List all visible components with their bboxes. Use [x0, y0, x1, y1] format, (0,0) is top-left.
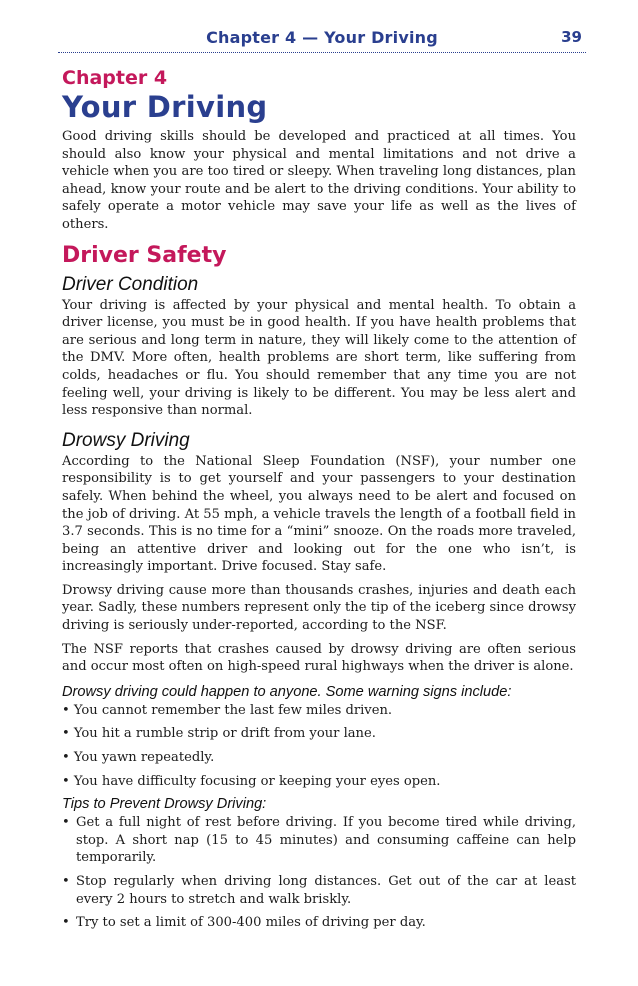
- list-item-text: You yawn repeatedly.: [73, 750, 215, 766]
- chapter-label: Chapter 4: [62, 67, 168, 89]
- bullet: •: [62, 815, 70, 831]
- tips-lead: Tips to Prevent Drowsy Driving:: [62, 796, 267, 813]
- page-number: 39: [561, 28, 582, 46]
- list-item: [62, 814, 576, 867]
- chapter-title: Your Driving: [62, 90, 268, 124]
- list-item-text: Get a full night of rest before driving. If you become tired while driving, stop. A short nap (15 to 45 minutes) and consuming caffeine can help temporarily.: [76, 815, 576, 866]
- dotted-divider: [58, 52, 586, 53]
- page-content: [62, 64, 576, 938]
- drowsy-paragraph: Drowsy driving cause more than thousands crashes, injuries and death each year. Sadly, these numbers represent only the tip of the iceberg since drowsy driving is seriously under-reported, according to the NSF.: [62, 582, 576, 634]
- driver-condition-text: Your driving is affected by your physical and mental health. To obtain a driver license, you must be in good health. If you have health problems that are serious and long term in nature, they will likely come to the attention of the DMV. More often, health problems are short term, like suffering from colds, headaches or flu. You should remember that any time you are not feeling well, your driving is likely to be different. You may be less alert and less responsive than normal.: [62, 297, 576, 419]
- section-title-driver-safety: Driver Safety: [62, 242, 227, 268]
- list-item: [62, 725, 576, 743]
- running-title: Chapter 4 — Your Driving: [206, 28, 438, 47]
- list-item: [62, 914, 576, 932]
- chapter-intro: Good driving skills should be developed and practiced at all times. You should also know your physical and mental limitations and not drive a vehicle when you are too tired or sleepy. When traveling long distances, plan ahead, know your route and be alert to the driving conditions. Your ability to safely operate a motor vehicle may save your life as well as the lives of others.: [62, 129, 576, 232]
- list-item: [62, 773, 576, 791]
- bullet: •: [62, 874, 70, 889]
- bullet: •: [62, 915, 70, 931]
- bullet: •: [62, 726, 70, 742]
- list-item-text: Try to set a limit of 300-400 miles of driving per day.: [76, 915, 426, 931]
- bullet: •: [62, 702, 70, 718]
- warning-signs-lead: Drowsy driving could happen to anyone. Some warning signs include:: [62, 683, 512, 700]
- list-item: [62, 873, 576, 908]
- list-item: [62, 749, 576, 767]
- bullet: •: [62, 773, 70, 789]
- running-header: [62, 28, 582, 50]
- subsection-title-drowsy-driving: Drowsy Driving: [62, 429, 190, 451]
- drowsy-paragraph: The NSF reports that crashes caused by drowsy driving are often serious and occur most often on high-speed rural highways when the driver is alone.: [62, 641, 576, 675]
- list-item-text: You hit a rumble strip or drift from your lane.: [73, 726, 376, 742]
- list-item: [62, 702, 576, 720]
- list-item-text: You cannot remember the last few miles driven.: [73, 702, 393, 718]
- warning-signs-list: [62, 702, 576, 790]
- subsection-title-driver-condition: Driver Condition: [62, 273, 199, 295]
- bullet: •: [62, 750, 70, 766]
- tips-list: [62, 814, 576, 932]
- list-item-text: You have difficulty focusing or keeping your eyes open.: [73, 773, 441, 789]
- drowsy-paragraph: According to the National Sleep Foundation (NSF), your number one responsibility is to get yourself and your passengers to your destination safely. When behind the wheel, you always need to be alert and focused on the job of driving. At 55 mph, a vehicle travels the length of a football field in 3.7 seconds. This is no time for a “mini” snooze. On the roads more traveled, being an attentive driver and looking out for the one who isn’t, is increasingly important. Drive focused. Stay safe.: [62, 453, 576, 575]
- list-item-text: Stop regularly when driving long distances. Get out of the car at least every 2 hours to stretch and walk briskly.: [76, 874, 576, 907]
